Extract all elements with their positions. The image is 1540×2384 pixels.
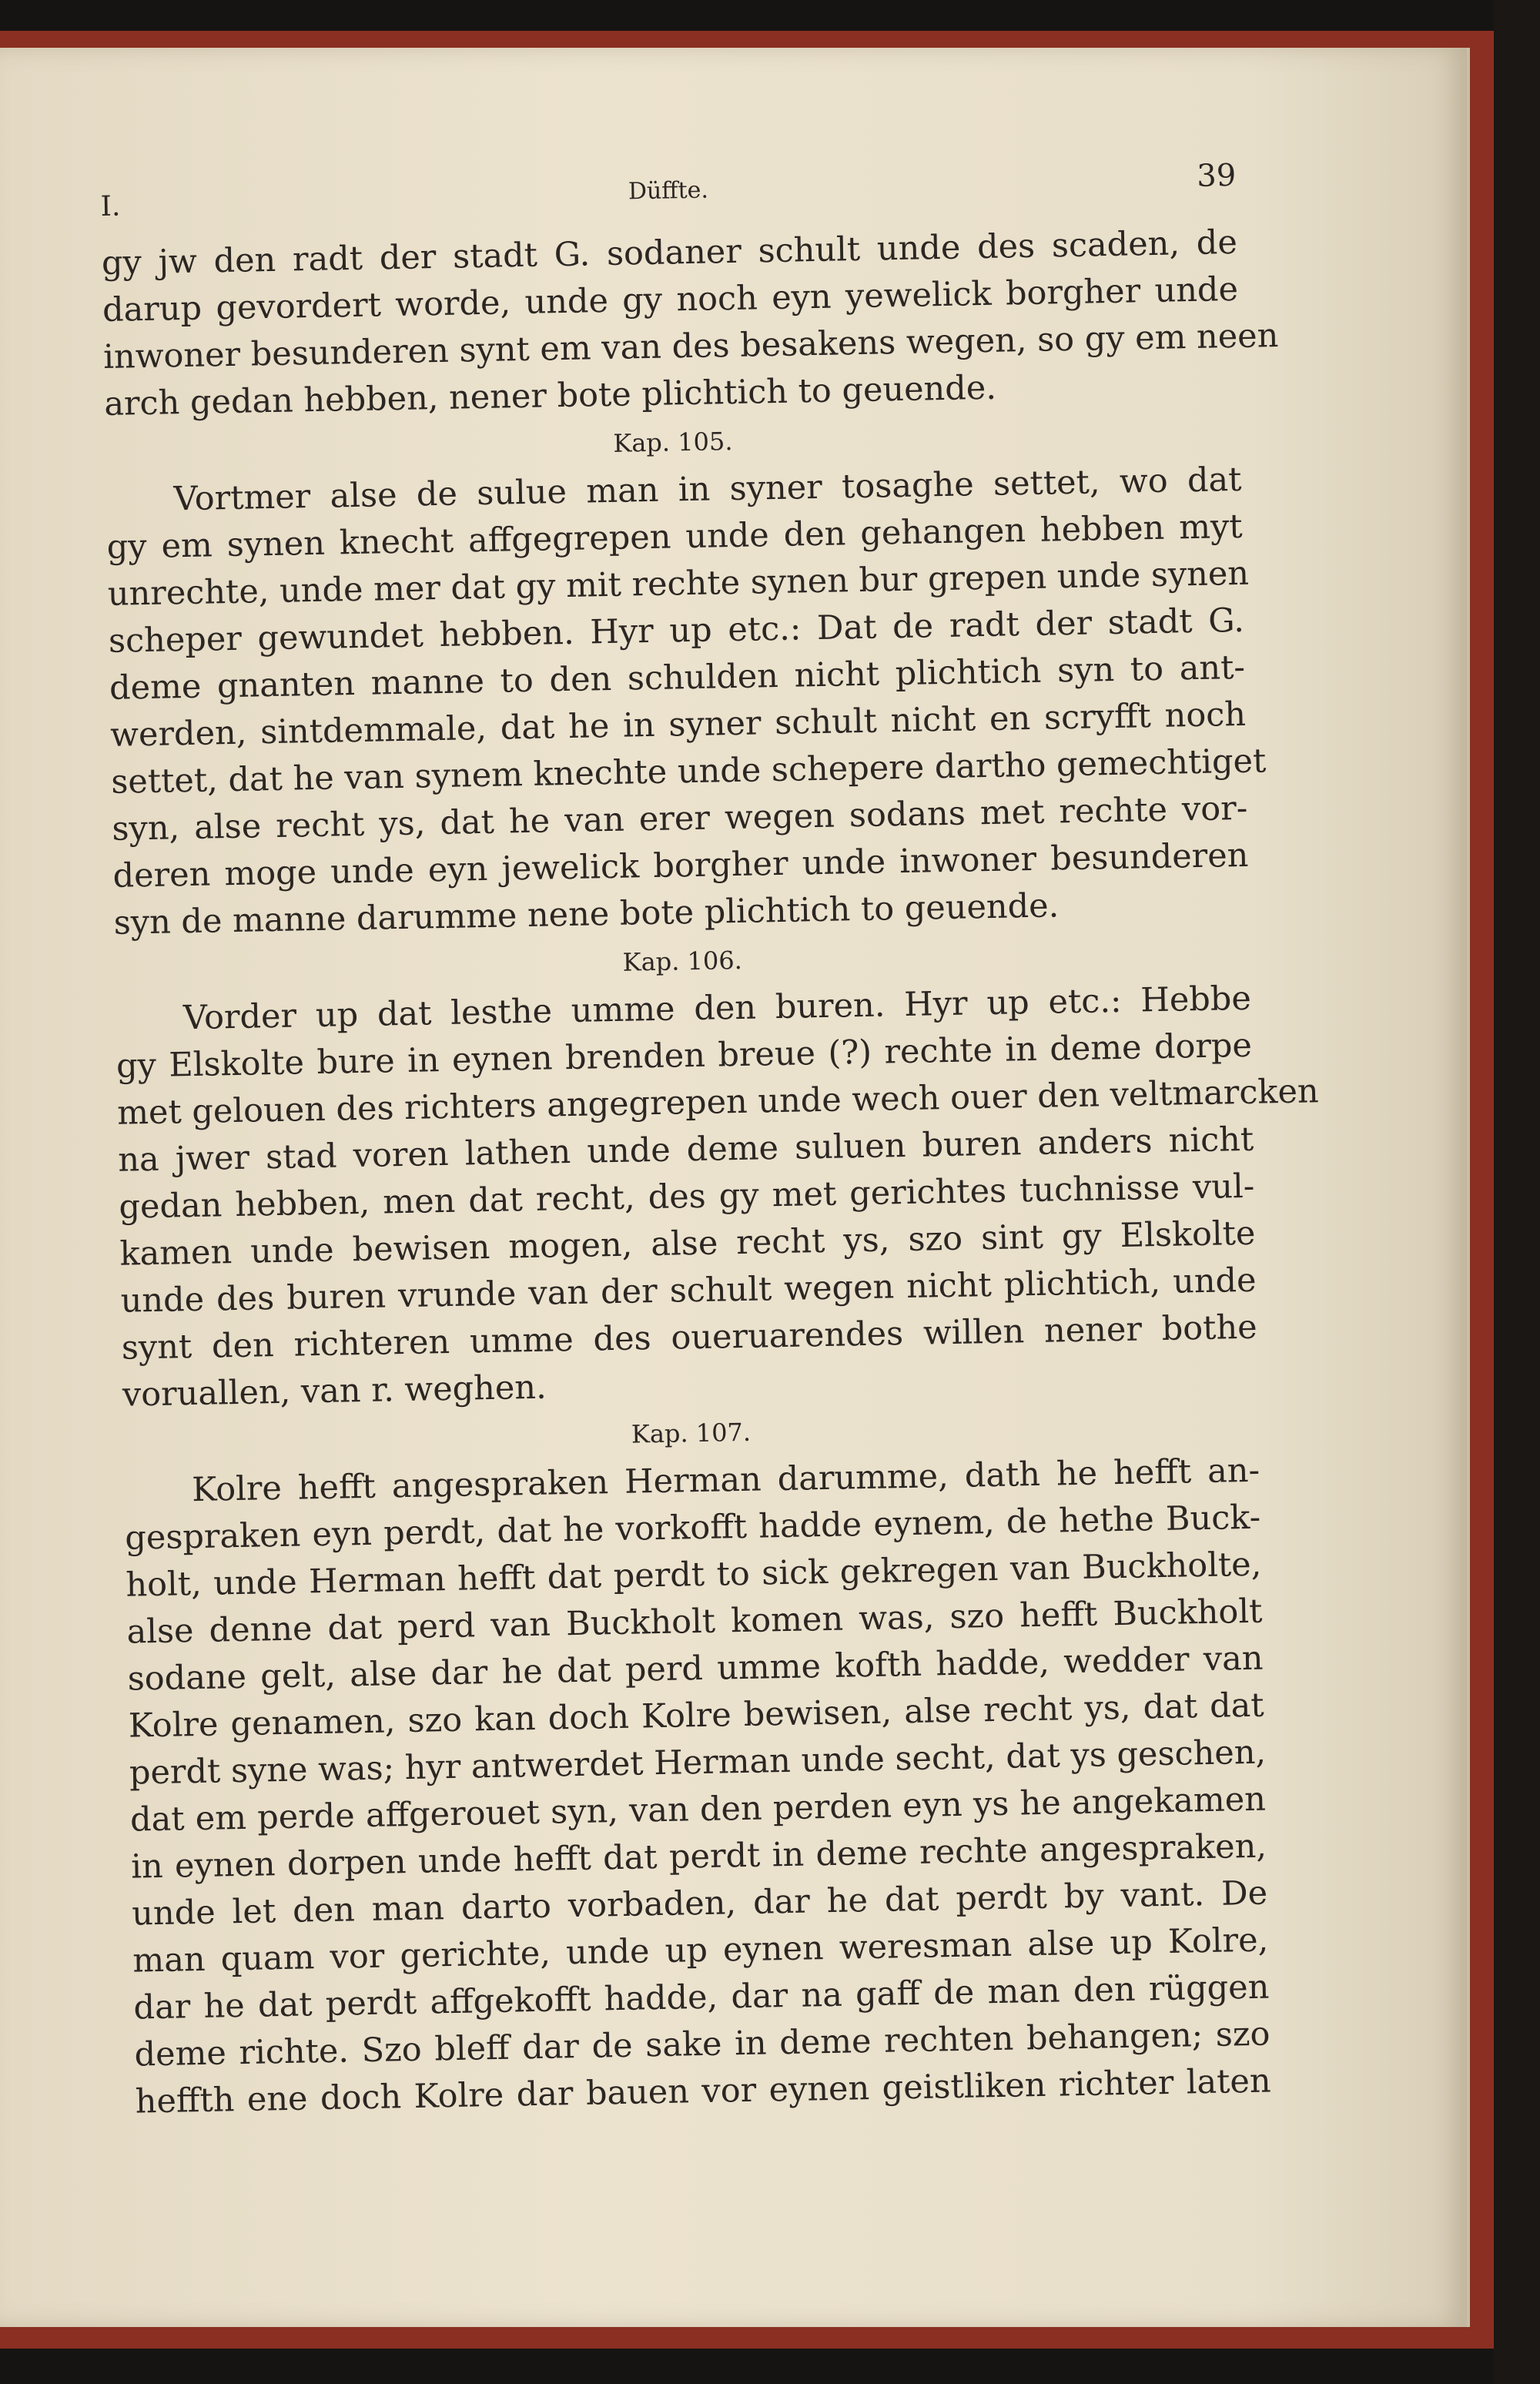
- text-line: inwoner besunderen synt em van des besakens wegen, so gy em neen: [102, 316, 1279, 377]
- text-line: alse denne dat perd van Buckholt komen was, szo hefft Buckholt: [126, 1592, 1263, 1652]
- text-line: voruallen, van r. weghen.: [122, 1368, 547, 1415]
- chapter-heading-107: Kap. 107.: [631, 1417, 752, 1449]
- text-line: synt den richteren umme des oueruarendes willen nener bothe: [121, 1308, 1258, 1368]
- text-line: heffth ene doch Kolre dar bauen vor eynen geistliken richter laten: [135, 2061, 1271, 2121]
- running-title: Düffte.: [628, 176, 709, 206]
- text-line: gy Elskolte bure in eynen brenden breue (?) rechte in deme dorpe: [116, 1026, 1253, 1086]
- chapter-105-paragraph: [105, 457, 1267, 947]
- text-line: unde let den man darto vorbaden, dar he dat perdt by vant. De: [131, 1873, 1268, 1934]
- text-line: gedan hebben, men dat recht, des gy met gerichtes tuchnisse vul-: [119, 1167, 1255, 1227]
- text-line: syn de manne darumme nene bote plichtich to geuende.: [113, 886, 1060, 943]
- text-line: dar he dat perdt affgekofft hadde, dar na gaff de man den rüggen: [133, 1967, 1270, 2027]
- text-line: unde des buren vrunde van der schult wegen nicht plichtich, unde: [120, 1261, 1257, 1321]
- text-line: holt, unde Herman hefft dat perdt to sick gekregen van Buckholte,: [126, 1545, 1262, 1605]
- text-line: Kolre hefft angespraken Herman darumme, dath he hefft an-: [191, 1451, 1260, 1510]
- text-line: scheper gewundet hebben. Hyr up etc.: Dat de radt der stadt G.: [108, 601, 1245, 661]
- text-line: sodane gelt, alse dar he dat perd umme kofth hadde, wedder van: [127, 1639, 1264, 1699]
- text-line: met gelouen des richters angegrepen unde wech ouer den veltmarcken: [116, 1072, 1320, 1133]
- text-line: unrechte, unde mer dat gy mit rechte synen bur grepen unde synen: [107, 554, 1250, 614]
- chapter-106-paragraph: [115, 976, 1320, 1419]
- text-line: man quam vor gerichte, unde up eynen weresman alse up Kolre,: [132, 1920, 1269, 1981]
- text-line: gy em synen knecht affgegrepen unde den gehangen hebben myt: [106, 507, 1243, 567]
- text-line: deme gnanten manne to den schulden nicht plichtich syn to ant-: [109, 648, 1246, 708]
- text-line: gy jw den radt der stadt G. sodaner schult unde des scaden, de: [101, 223, 1238, 283]
- text-line: darup gevordert worde, unde gy noch eyn yewelick borgher unde: [102, 270, 1239, 330]
- text-line: arch gedan hebben, nener bote plichtich to geuende.: [103, 368, 997, 424]
- book-binding: [1494, 0, 1540, 2384]
- text-line: deren moge unde eyn jewelick borgher unde inwoner besunderen: [112, 835, 1249, 896]
- intro-paragraph: [101, 219, 1279, 428]
- text-line: deme richte. Szo bleff dar de sake in deme rechten behangen; szo: [134, 2014, 1270, 2074]
- text-line: settet, dat he van synem knechte unde schepere dartho gemechtiget: [110, 742, 1267, 802]
- text-line: na jwer stad voren lathen unde deme suluen buren anders nicht: [117, 1120, 1254, 1180]
- page-sheet: [0, 48, 1470, 2327]
- chapter-heading-106: Kap. 106.: [622, 945, 743, 977]
- text-line: Vorder up dat lesthe umme den buren. Hyr up etc.: Hebbe: [182, 979, 1252, 1038]
- chapter-107-paragraph: [124, 1448, 1271, 2126]
- chapter-heading-105: Kap. 105.: [613, 427, 733, 458]
- text-line: Vortmer alse de sulue man in syner tosaghe settet, wo dat: [173, 460, 1242, 519]
- section-number: I.: [100, 190, 121, 223]
- text-line: syn, alse recht ys, dat he van erer wegen sodans met rechte vor-: [112, 789, 1248, 849]
- text-block: [100, 157, 1320, 2126]
- text-line: werden, sintdemmale, dat he in syner schult nicht en scryfft noch: [109, 695, 1247, 755]
- text-line: kamen unde bewisen mogen, alse recht ys, szo sint gy Elskolte: [119, 1214, 1256, 1274]
- text-line: dat em perde affgerouet syn, van den perden eyn ys he angekamen: [129, 1780, 1267, 1840]
- text-line: gespraken eyn perdt, dat he vorkofft hadde eynem, de hethe Buck-: [124, 1498, 1261, 1558]
- page-number: 39: [1196, 157, 1237, 194]
- text-line: perdt syne was; hyr antwerdet Herman unde secht, dat ys geschen,: [129, 1733, 1267, 1793]
- text-line: Kolre genamen, szo kan doch Kolre bewisen, alse recht ys, dat dat: [128, 1686, 1265, 1746]
- text-line: in eynen dorpen unde hefft dat perdt in deme rechte angespraken,: [130, 1827, 1267, 1887]
